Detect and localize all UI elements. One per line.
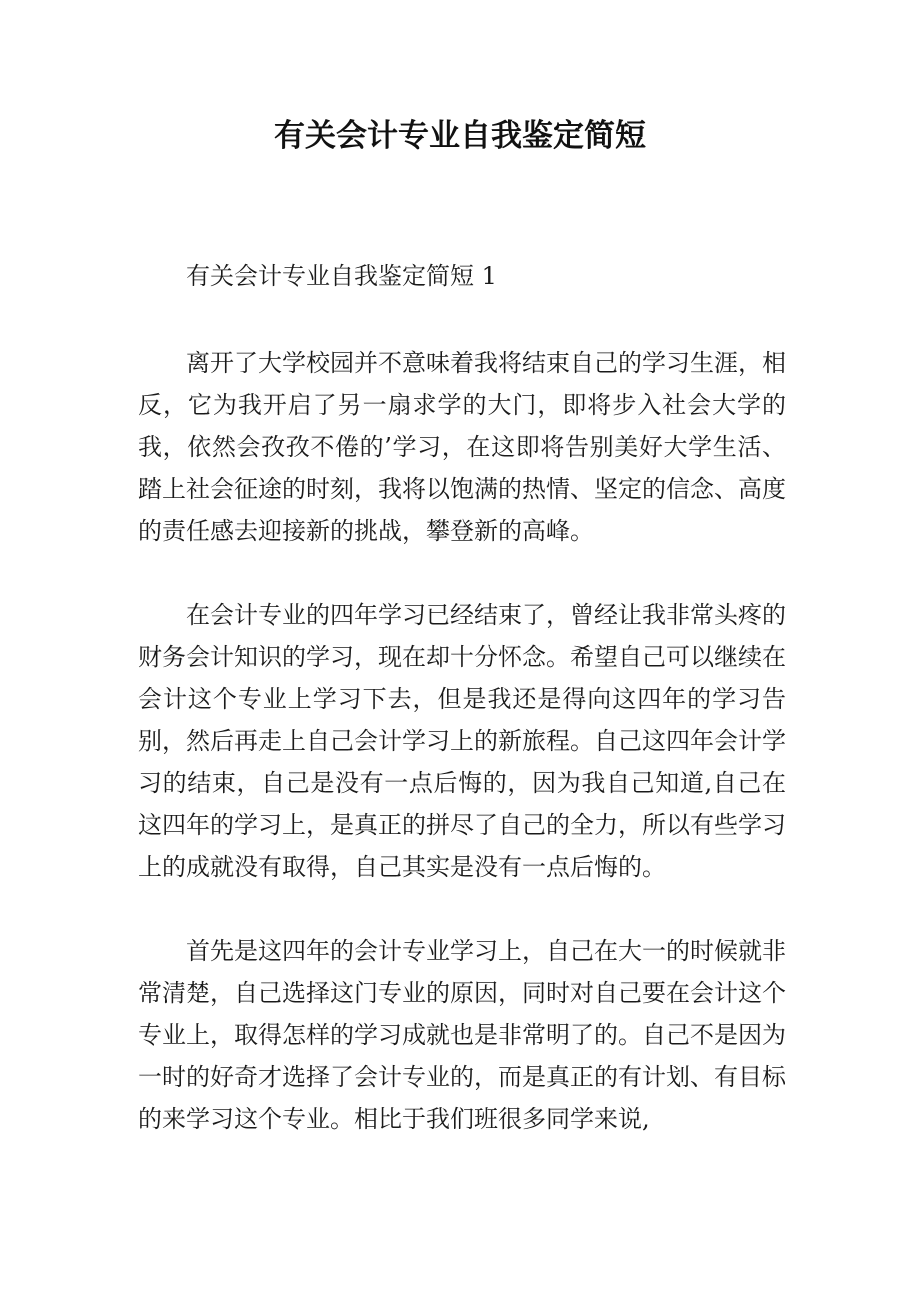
paragraph-3: 首先是这四年的会计专业学习上，自己在大一的时候就非常清楚，自己选择这门专业的原因，同时对自己要在会计这个专业上，取得怎样的学习成就也是非常明了的。自己不是因为一时的好奇才选择了会计专业的，而是真正的有计划、有目标的来学习这个专业。相比于我们班很多同学来说, [138,937,786,1133]
paragraph-1: 离开了大学校园并不意味着我将结束自己的学习生涯，相反，它为我开启了另一扇求学的大门，即将步入社会大学的我，依然会孜孜不倦的’学习，在这即将告别美好大学生活、踏上社会征途的时刻，我将以饱满的热情、坚定的信念、高度的责任感去迎接新的挑战，攀登新的高峰。 [138,349,786,545]
paragraph-2: 在会计专业的四年学习已经结束了，曾经让我非常头疼的财务会计知识的学习，现在却十分怀念。希望自己可以继续在会计这个专业上学习下去，但是我还是得向这四年的学习告别，然后再走上自己会计学习上的新旅程。自己这四年会计学习的结束，自己是没有一点后悔的，因为我自己知道,自己在这四年的学习上，是真正的拼尽了自己的全力，所以有些学习上的成就没有取得，自己其实是没有一点后悔的。 [138,601,786,881]
document-body [138,252,786,1140]
document-title: 有关会计专业自我鉴定简短 [274,118,646,154]
section-heading: 有关会计专业自我鉴定简短 1 [186,262,497,290]
